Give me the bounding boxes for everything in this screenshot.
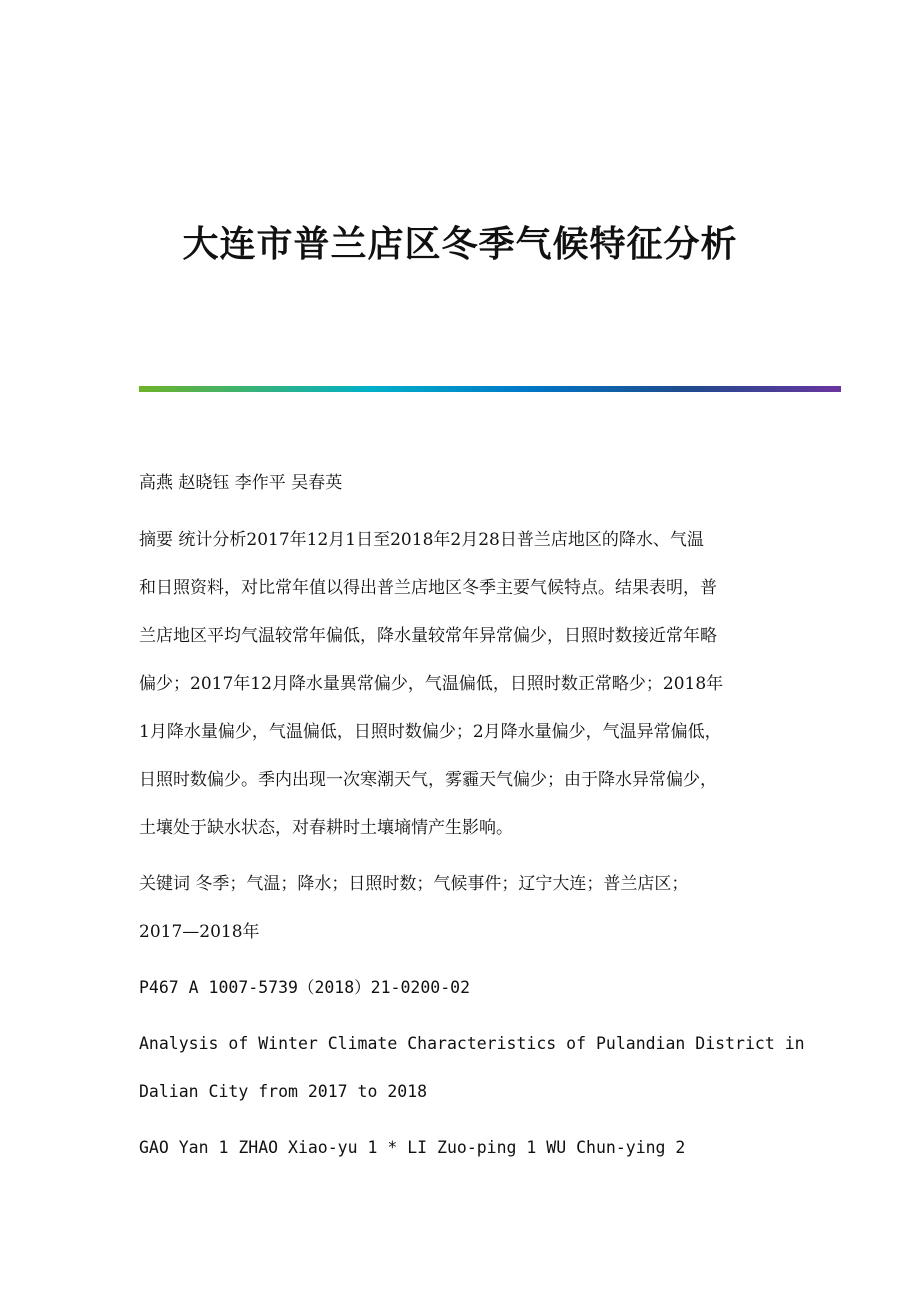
english-title-line: Analysis of Winter Climate Characteristics of Pulandian District in	[139, 1034, 805, 1053]
abstract-line: 偏少；2017年12月降水量異常偏少，气温偏低，日照时数正常略少；2018年	[139, 674, 724, 694]
english-authors: GAO Yan 1 ZHAO Xiao-yu 1 * LI Zuo-ping 1 WU Chun-ying 2	[139, 1138, 686, 1157]
abstract-line: 兰店地区平均气温较常年偏低，降水量较常年异常偏少，日照时数接近常年略	[139, 626, 717, 646]
abstract-line: 日照时数偏少。季内出现一次寒潮天气，雾霾天气偏少；由于降水异常偏少，	[139, 770, 717, 790]
abstract-line: 摘要 统计分析2017年12月1日至2018年2月28日普兰店地区的降水、气温	[139, 530, 704, 550]
english-title-line: Dalian City from 2017 to 2018	[139, 1082, 428, 1101]
abstract-line: 和日照资料，对比常年值以得出普兰店地区冬季主要气候特点。结果表明，普	[139, 578, 717, 598]
keywords-line: 关键词 冬季；气温；降水；日照时数；气候事件；辽宁大连；普兰店区；	[139, 874, 689, 894]
authors: 高燕 赵晓钰 李作平 吴春英	[139, 473, 343, 493]
classification-code: P467 A 1007-5739（2018）21-0200-02	[139, 978, 471, 997]
document-title: 大连市普兰店区冬季气候特征分析	[182, 224, 738, 265]
abstract-line: 土壤处于缺水状态，对春耕时土壤墒情产生影响。	[139, 818, 513, 838]
decorative-gradient-divider	[139, 386, 841, 392]
keywords-line: 2017—2018年	[139, 922, 260, 942]
abstract-line: 1月降水量偏少，气温偏低，日照时数偏少；2月降水量偏少，气温异常偏低，	[139, 722, 722, 742]
